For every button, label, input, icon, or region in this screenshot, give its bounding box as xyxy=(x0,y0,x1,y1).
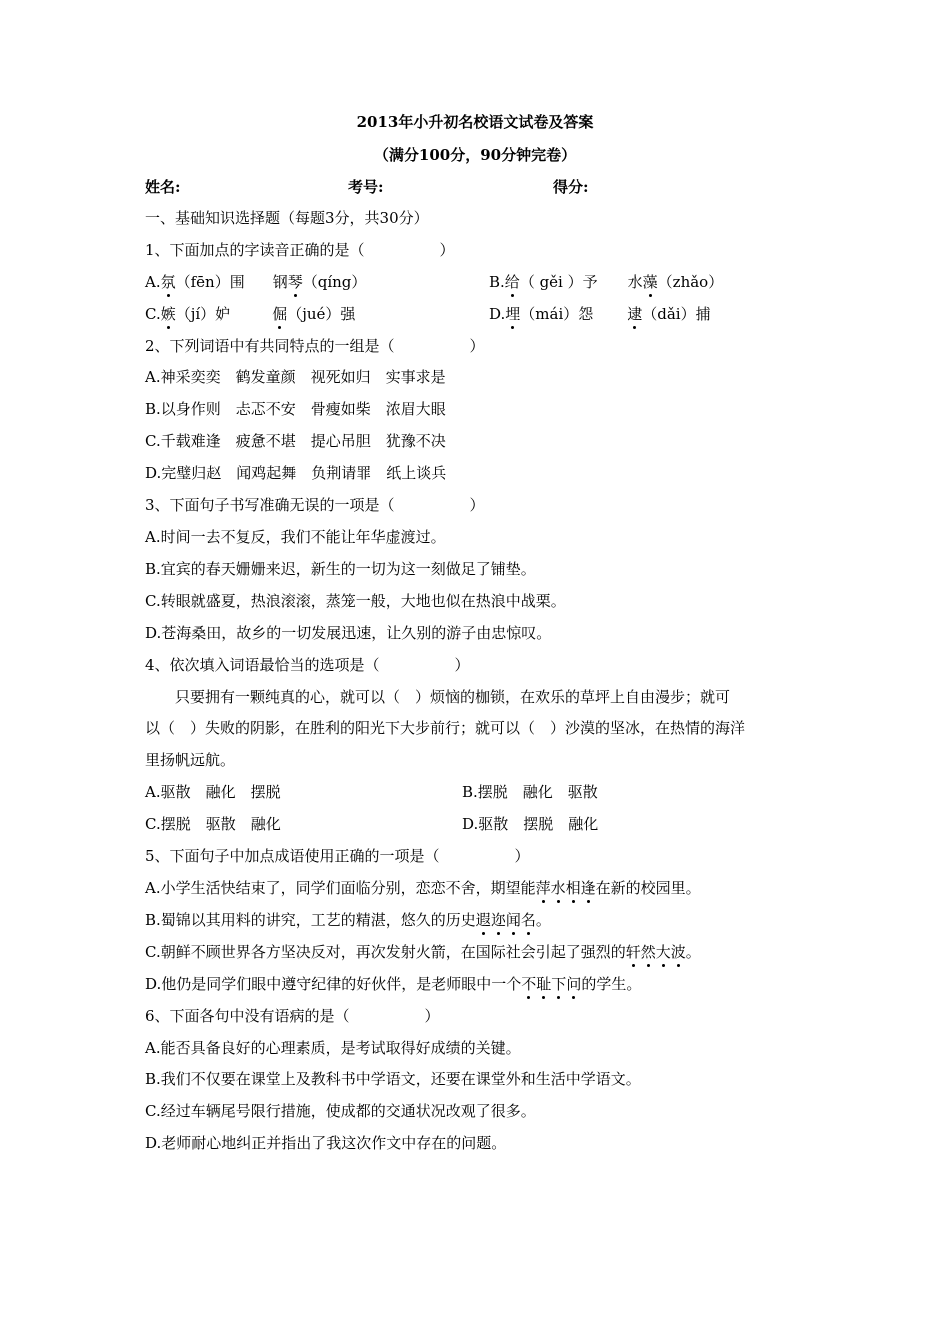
q6-stem: 6、下面各句中没有语病的是（ ） xyxy=(145,1007,440,1025)
q1-a-prefix: A. xyxy=(145,273,161,291)
q4-stem: 4、依次填入词语最恰当的选项是（ ） xyxy=(145,656,470,674)
q1-d-pinyin-2: （dǎi）捕 xyxy=(642,305,711,323)
q2-option-a: A.神采奕奕 鹤发童颜 视死如归 实事求是 xyxy=(145,368,446,386)
q5-b-text: B.蜀锦以其用料的讲究，工艺的精湛，悠久的历史 xyxy=(145,911,476,929)
q5-c-idiom-char: 轩 xyxy=(625,943,641,961)
q4-passage-line-1: 只要拥有一颗纯真的心，就可以（ ）烦恼的枷锁，在欢乐的草坪上自由漫步；就可 xyxy=(175,688,731,706)
q5-a-idiom-char: 水 xyxy=(550,879,566,897)
q1-a-pinyin-1: （fēn）围 xyxy=(175,273,245,291)
q5-c-text: C.朝鲜不顾世界各方坚决反对，再次发射火箭，在国际社会引起了强烈的 xyxy=(145,943,626,961)
q6-option-a: A.能否具备良好的心理素质，是考试取得好成绩的关键。 xyxy=(145,1039,521,1057)
q1-option-d xyxy=(489,304,711,324)
q3-stem: 3、下面句子书写准确无误的一项是（ ） xyxy=(145,496,485,514)
q5-a-text-end: 在新的校园里。 xyxy=(595,879,701,897)
q5-b-text-end: 。 xyxy=(535,911,551,929)
q4-option-c: C.摆脱 驱散 融化 xyxy=(145,815,281,833)
q2-option-d: D.完璧归赵 闻鸡起舞 负荆请罪 纸上谈兵 xyxy=(145,464,447,482)
q1-c-dotted-char-1: 嫉 xyxy=(160,305,176,323)
q1-b-pinyin-2: （zhǎo） xyxy=(657,273,724,291)
q1-a-dotted-char-1: 氛 xyxy=(160,273,176,291)
q5-option-c xyxy=(145,942,701,962)
q5-a-idiom-char: 相 xyxy=(565,879,581,897)
q5-b-idiom-char: 遐 xyxy=(475,911,491,929)
q5-d-idiom-char: 下 xyxy=(551,975,567,993)
q6-option-b: B.我们不仅要在课堂上及教科书中学语文，还要在课堂外和生活中学语文。 xyxy=(145,1070,641,1088)
score-label: 得分: xyxy=(553,178,589,196)
q5-stem: 5、下面句子中加点成语使用正确的一项是（ ） xyxy=(145,847,530,865)
q1-option-b xyxy=(489,272,723,292)
q4-option-d: D.驱散 摆脱 融化 xyxy=(462,815,599,833)
q4-passage-line-2: 以（ ）失败的阴影，在胜利的阳光下大步前行；就可以（ ）沙漠的坚冰，在热情的海洋 xyxy=(145,719,746,737)
q1-option-c xyxy=(145,304,355,324)
q5-c-idiom-char: 大 xyxy=(655,943,671,961)
q1-d-dotted-char-2: 逮 xyxy=(627,305,643,323)
q2-stem: 2、下列词语中有共同特点的一组是（ ） xyxy=(145,337,485,355)
q1-b-prefix: B. xyxy=(489,273,505,291)
q5-c-text-end: 。 xyxy=(685,943,701,961)
name-label: 姓名: xyxy=(145,178,181,196)
q5-option-d xyxy=(145,974,641,994)
q1-b-dotted-char-2: 藻 xyxy=(642,273,658,291)
q5-b-idiom-char: 迩 xyxy=(490,911,506,929)
q1-c-pinyin-2: （jué）强 xyxy=(287,305,356,323)
q4-option-a: A.驱散 融化 摆脱 xyxy=(145,783,281,801)
q5-d-idiom-char: 不 xyxy=(521,975,537,993)
q5-b-idiom-char: 名 xyxy=(520,911,536,929)
q1-a-dotted-char-2: 琴 xyxy=(287,273,303,291)
q1-option-a xyxy=(145,272,366,292)
q1-c-dotted-char-2: 倔 xyxy=(272,305,288,323)
q3-option-b: B.宜宾的春天姗姗来迟，新生的一切为这一刻做足了铺垫。 xyxy=(145,560,536,578)
q5-d-text-end: 的学生。 xyxy=(581,975,642,993)
q5-option-a xyxy=(145,878,701,898)
q3-option-a: A.时间一去不复反，我们不能让年华虚渡过。 xyxy=(145,528,446,546)
q1-b-pinyin-1: （ gěi ）予 xyxy=(519,273,598,291)
number-label: 考号: xyxy=(348,178,384,196)
q1-stem: 1、下面加点的字读音正确的是（ ） xyxy=(145,241,455,259)
q1-c-pinyin-1: （jí）妒 xyxy=(175,305,231,323)
q3-option-c: C.转眼就盛夏，热浪滚滚，蒸笼一般，大地也似在热浪中战栗。 xyxy=(145,592,566,610)
q1-b-dotted-char-1: 给 xyxy=(504,273,520,291)
q4-option-b: B.摆脱 融化 驱散 xyxy=(462,783,598,801)
q4-passage-line-3: 里扬帆远航。 xyxy=(145,751,236,769)
q2-option-b: B.以身作则 忐忑不安 骨瘦如柴 浓眉大眼 xyxy=(145,400,446,418)
q5-b-idiom-char: 闻 xyxy=(505,911,521,929)
q5-option-b xyxy=(145,910,551,930)
q5-c-idiom-char: 然 xyxy=(640,943,656,961)
q5-d-idiom-char: 问 xyxy=(566,975,582,993)
q5-d-text: D.他仍是同学们眼中遵守纪律的好伙伴，是老师眼中一个 xyxy=(145,975,522,993)
q1-d-dotted-char-1: 埋 xyxy=(505,305,521,323)
q5-a-idiom-char: 逢 xyxy=(580,879,596,897)
q1-a-pre-2: 钢 xyxy=(272,273,288,291)
q5-c-idiom-char: 波 xyxy=(670,943,686,961)
q1-d-pinyin-1: （mái）怨 xyxy=(520,305,594,323)
q6-option-d: D.老师耐心地纠正并指出了我这次作文中存在的问题。 xyxy=(145,1134,507,1152)
q1-a-pinyin-2: （qíng） xyxy=(302,273,367,291)
q1-b-pre-2: 水 xyxy=(627,273,643,291)
q3-option-d: D.苍海桑田，故乡的一切发展迅速，让久别的游子由忠惊叹。 xyxy=(145,624,552,642)
q5-a-idiom-char: 萍 xyxy=(535,879,551,897)
page-title: 2013年小升初名校语文试卷及答案 xyxy=(356,113,594,131)
section-heading: 一、基础知识选择题（每题3分，共30分） xyxy=(145,209,429,227)
q5-a-text: A.小学生活快结束了，同学们面临分别，恋恋不舍，期望能 xyxy=(145,879,536,897)
q2-option-c: C.千载难逢 疲惫不堪 提心吊胆 犹豫不决 xyxy=(145,432,446,450)
q6-option-c: C.经过车辆尾号限行措施，使成都的交通状况改观了很多。 xyxy=(145,1102,536,1120)
q5-d-idiom-char: 耻 xyxy=(536,975,552,993)
page-subtitle: （满分100分，90分钟完卷） xyxy=(373,146,577,164)
q1-d-prefix: D. xyxy=(489,305,506,323)
q1-c-prefix: C. xyxy=(145,305,161,323)
